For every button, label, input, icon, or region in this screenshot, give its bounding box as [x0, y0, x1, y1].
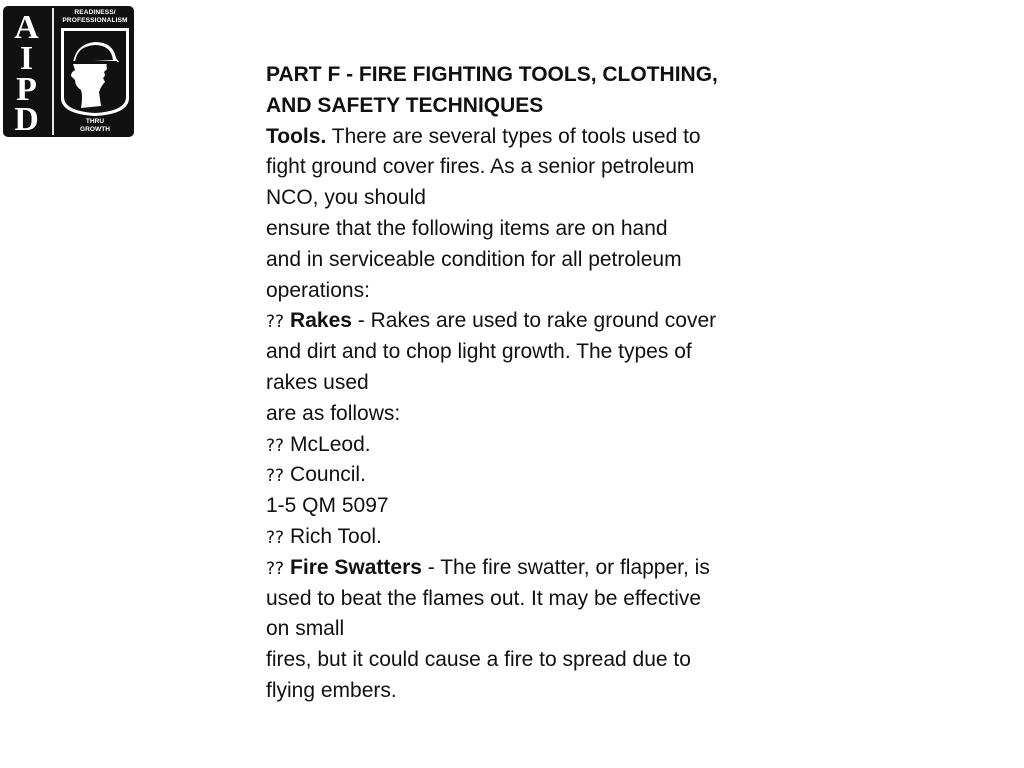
logo-letter-p: P: [16, 71, 37, 108]
swatters-text: - The fire swatter, or flapper, is: [421, 555, 710, 579]
logo-letter-i: I: [19, 40, 34, 77]
logo-letter-a: A: [14, 9, 39, 46]
swatters-item-line-1: [266, 553, 766, 584]
bullet-icon: ??: [266, 466, 285, 487]
rakes-text: - Rakes are used to rake ground cover: [351, 309, 717, 333]
bullet-icon: ??: [266, 527, 285, 548]
rakes-item-line-2: and dirt and to chop light growth. The types of: [266, 340, 692, 364]
logo-bottom-line-1: THRU: [85, 118, 105, 125]
swatters-item-line-2: used to beat the flames out. It may be effective: [266, 586, 702, 610]
logo-letter-d: D: [14, 101, 39, 138]
rake-type-rich-tool: [266, 522, 766, 553]
logo-top-text: [59, 9, 131, 24]
swatters-item-line-3: on small: [266, 617, 345, 641]
rakes-label: Rakes: [290, 309, 352, 333]
tools-paragraph-line-6: operations:: [266, 278, 370, 302]
logo-top-line-2: PROFESSIONALISM: [62, 16, 128, 24]
rakes-item-line-4: are as follows:: [266, 401, 401, 425]
tools-text: There are several types of tools used to: [326, 124, 701, 148]
rake-type-label: McLeod.: [290, 432, 371, 456]
swatters-item-line-5: flying embers.: [266, 678, 397, 702]
logo-top-line-1: READINESS/: [74, 9, 116, 16]
rake-type-council: [266, 460, 766, 491]
section-heading-line-2: AND SAFETY TECHNIQUES: [266, 93, 544, 117]
tools-paragraph-line-5: and in serviceable condition for all petroleum: [266, 247, 682, 271]
aipd-logo: [3, 6, 134, 137]
tools-paragraph-line-2: fight ground cover fires. As a senior petroleum: [266, 155, 695, 179]
logo-bottom-line-2: GROWTH: [79, 125, 111, 133]
page-reference: 1-5 QM 5097: [266, 494, 389, 518]
rake-type-label: Council.: [290, 463, 366, 487]
bullet-icon: ??: [266, 558, 285, 579]
bullet-icon: ??: [266, 435, 285, 456]
tools-paragraph-line-1: [266, 122, 766, 153]
swatters-label: Fire Swatters: [290, 555, 422, 579]
tools-paragraph-line-4: ensure that the following items are on hand: [266, 216, 668, 240]
bullet-icon: ??: [266, 312, 285, 333]
document-body: [266, 60, 766, 707]
rake-type-mcleod: [266, 430, 766, 461]
section-heading-line-1: PART F - FIRE FIGHTING TOOLS, CLOTHING,: [266, 63, 718, 86]
swatters-item-line-4: fires, but it could cause a fire to spread due to: [266, 648, 691, 672]
rake-type-label: Rich Tool.: [290, 524, 382, 548]
tools-label: Tools.: [266, 124, 327, 148]
rakes-item-line-3: rakes used: [266, 370, 369, 394]
tools-paragraph-line-3: NCO, you should: [266, 186, 426, 210]
rakes-item-line-1: [266, 306, 766, 337]
logo-bottom-text: [59, 118, 131, 133]
